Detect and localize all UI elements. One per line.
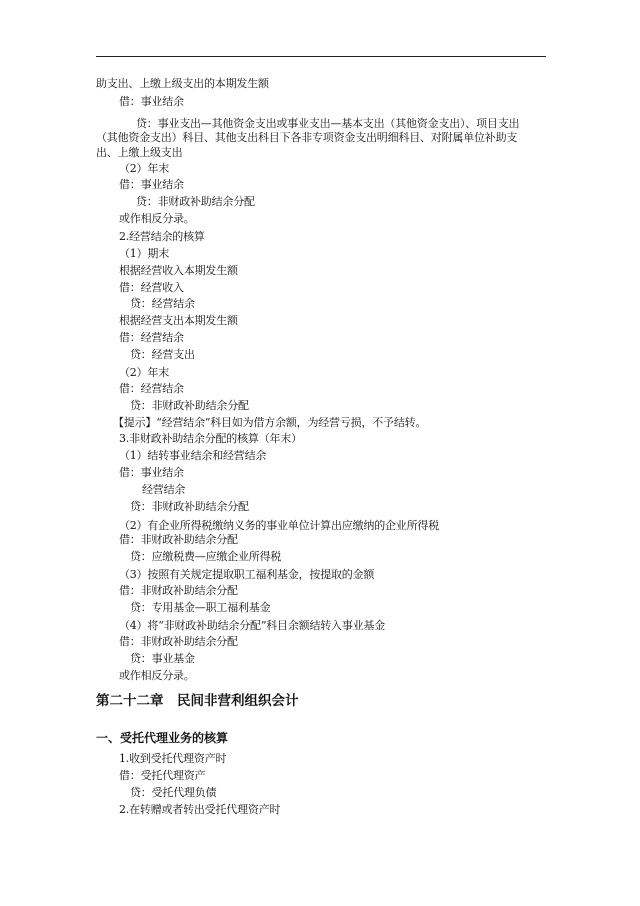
subheading-line: 3.非财政补助结余分配的核算（年末） <box>119 432 302 445</box>
debit-line: 借：事业结余 <box>119 95 184 108</box>
tip-line: 【提示】“经营结余”科目如为借方余额，为经营亏损，不予结转。 <box>113 416 427 429</box>
debit-line: 借：受托代理资产 <box>119 769 206 782</box>
text-line: 根据经营收入本期发生额 <box>119 264 238 277</box>
credit-line: 贷：非财政补助结余分配 <box>136 195 255 208</box>
chapter-heading: 第二十二章 民间非营利组织会计 <box>96 693 299 709</box>
step-line: （2）年末 <box>119 366 169 379</box>
credit-line: 贷：经营支出 <box>130 348 195 361</box>
credit-line: 贷：受托代理负债 <box>130 786 217 799</box>
step-line: （1）结转事业结余和经营结余 <box>119 449 267 462</box>
step-line: （2）有企业所得税缴纳义务的事业单位计算出应缴纳的企业所得税 <box>119 519 439 532</box>
debit-line: 借：经营收入 <box>119 281 184 294</box>
credit-line: 贷：经营结余 <box>130 297 195 310</box>
step-line: （3）按照有关规定提取职工福利基金，按提取的金额 <box>119 568 375 581</box>
credit-line: 贷：事业支出—其他资金支出或事业支出—基本支出（其他资金支出）、项目支出 <box>136 117 520 130</box>
text-line: 或作相反分录。 <box>119 212 195 225</box>
text-line: 根据经营支出本期发生额 <box>119 314 238 327</box>
step-line: （4）将“非财政补助结余分配”科目余额结转入事业基金 <box>119 619 386 632</box>
debit-line: 借：非财政补助结余分配 <box>119 584 238 597</box>
credit-line: 贷：非财政补助结余分配 <box>130 500 249 513</box>
header-rule <box>96 56 546 57</box>
text-line: 助支出、上缴上级支出的本期发生额 <box>96 77 269 90</box>
text-line: 或作相反分录。 <box>119 669 195 682</box>
debit-line: 借：事业结余 <box>119 466 184 479</box>
credit-line: 贷：事业基金 <box>130 652 195 665</box>
credit-line: 贷：非财政补助结余分配 <box>130 399 249 412</box>
step-line: （2）年末 <box>119 162 169 175</box>
debit-line: 借：非财政补助结余分配 <box>119 635 238 648</box>
subheading-line: 2.经营结余的核算 <box>119 230 205 243</box>
debit-line: 经营结余 <box>142 483 186 496</box>
text-line: （其他资金支出）科目、其他支出科目下各非专项资金支出明细科目、对附属单位补助支 <box>96 131 518 144</box>
text-line: 出、上缴上级支出 <box>96 146 183 159</box>
subheading-line: 1.收到受托代理资产时 <box>119 752 227 765</box>
debit-line: 借：非财政补助结余分配 <box>119 533 238 546</box>
debit-line: 借：事业结余 <box>119 178 184 191</box>
debit-line: 借：经营结余 <box>119 331 184 344</box>
credit-line: 贷：专用基金—职工福利基金 <box>130 601 271 614</box>
debit-line: 借：经营结余 <box>119 382 184 395</box>
step-line: （1）期末 <box>119 247 169 260</box>
section-heading: 一、受托代理业务的核算 <box>96 731 229 745</box>
subheading-line: 2.在转赠或者转出受托代理资产时 <box>119 803 281 816</box>
credit-line: 贷：应缴税费—应缴企业所得税 <box>130 550 282 563</box>
